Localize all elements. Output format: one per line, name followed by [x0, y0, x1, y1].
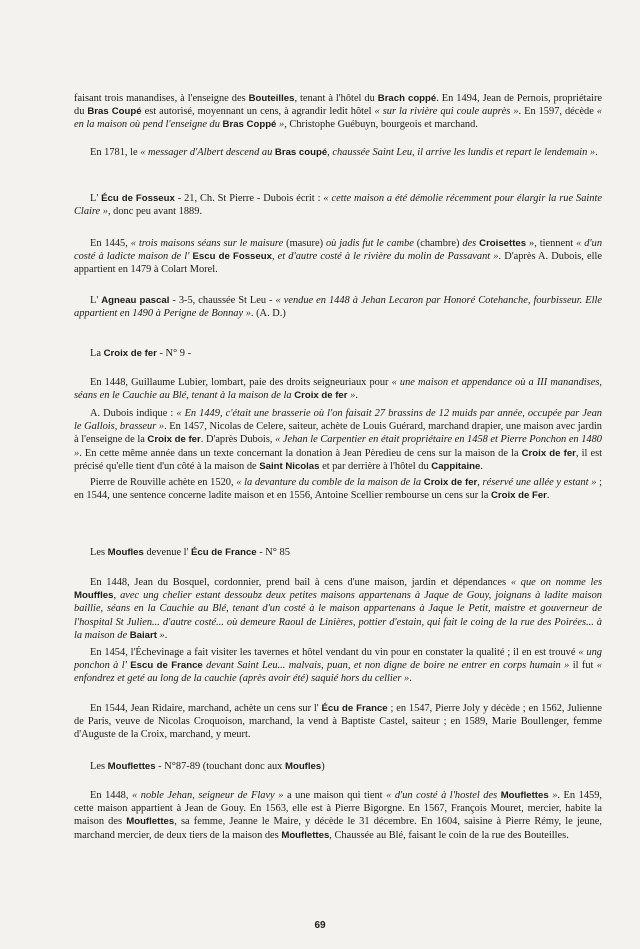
quotation-text: « cette maison a été démolie récemment pour élargir la rue Sainte Claire » [74, 193, 602, 218]
quotation-text: , chaussée Saint Leu, il arrive les lundis et repart le lendemain » [327, 147, 596, 158]
emphasized-name: Brach coppé [377, 93, 437, 104]
paragraph [74, 347, 602, 360]
quotation-text: , et d'autre costé à le rivière du molin de Passavant » [271, 251, 499, 263]
text-run: , donc peu avant 1889. [107, 206, 203, 218]
page-number: 69 [314, 920, 326, 931]
emphasized-name: Mouffles [74, 590, 114, 602]
text-run: faisant trois manandises, à l'enseigne des [74, 93, 249, 104]
text-run: - N°87-89 (touchant donc aux [155, 761, 285, 772]
emphasized-name: Mouflettes [500, 790, 549, 801]
text-run: , tenant à l'hôtel du [294, 93, 378, 104]
paragraph [74, 407, 602, 473]
text-run: La [90, 348, 104, 359]
text-run: . En 1597, décède [518, 106, 597, 118]
text-run: . [595, 147, 598, 158]
emphasized-name: Saint Nicolas [259, 460, 320, 472]
paragraph [74, 146, 602, 159]
quotation-text: où jadis fut le cambe [325, 238, 414, 249]
emphasized-name: Mouflettes [126, 816, 175, 828]
text-run: En 1781, le [90, 147, 141, 158]
text-run: . [355, 390, 358, 402]
quotation-text: « une maison et appendance où a III manandises, séans en le Cauchie au Blé, tenant à la maison de la [74, 377, 602, 402]
text-run: . En 1494, Jean de Pernois, propriétaire du [74, 93, 603, 118]
paragraph [74, 237, 602, 277]
paragraph [74, 760, 602, 773]
text-run: En 1454, l'Échevinage a fait visiter les tavernes et hôtel vendant du vin pour en constater la qualité ; il en est trouvé [90, 647, 579, 658]
text-run: Pierre de Rouville achète en 1520, [90, 477, 237, 488]
text-run: . [480, 460, 483, 472]
text-run: . [409, 673, 412, 685]
text-run: . En 1459, cette maison appartient à Jean de Gouy. En 1563, elle est à Pierre Bigorgne. En 1567, François Mouret, mercier, habite la maison des [74, 790, 603, 828]
quotation-text: « d'un costé à ladicte maison de l' [74, 238, 603, 263]
quotation-text: des [462, 238, 480, 249]
quotation-text: « enfondrez et geté au long de la cauchie (après avoir été) saquié hors du cellier » [74, 660, 602, 685]
text-run: , sa femme, Jeanne le Maire, y décède le 31 décembre. En 1604, saisine à Pierre Rémy, le jeune, marchand mercier, de deux tiers de la maison des [74, 816, 603, 841]
text-run: . [546, 490, 550, 502]
quotation-text: « Jehan le Carpentier en était propriétaire en 1458 et Pierre Ponchon en 1480 » [74, 434, 603, 459]
emphasized-name: Écu de Fosseux [101, 193, 175, 204]
paragraph [74, 646, 602, 686]
emphasized-name: Croix de fer [423, 477, 478, 488]
text-run: . [164, 629, 168, 641]
paragraph [74, 92, 602, 132]
quotation-text: « vendue en 1448 à Jehan Lecaron par Honoré Cotehanche, fourbisseur. Elle appartient en 1490 à Perigne de Bonnay » [74, 295, 602, 320]
paragraph [74, 789, 602, 842]
emphasized-name: Bras Coupé [87, 106, 142, 118]
emphasized-name: Écu de France [191, 547, 257, 558]
text-run: . En cette même année dans un texte concernant la donation à Jean Pèredieu de cens sur la maison de la [79, 447, 522, 459]
text-run: En 1445, [90, 238, 131, 249]
text-run: , Christophe Guébuyn, bourgeois et marchand. [284, 119, 478, 131]
emphasized-name: Baiart [129, 629, 157, 641]
emphasized-name: Cappitaine [431, 460, 481, 472]
emphasized-name: Bras Coppé [222, 119, 277, 131]
quotation-text: « sur la rivière qui coule auprès » [374, 106, 519, 118]
text-run: - N° 9 - [156, 348, 192, 359]
quotation-text: » [548, 790, 558, 801]
emphasized-name: Croix de fer [147, 434, 201, 446]
text-run: a une maison qui tient [283, 790, 387, 801]
emphasized-name: Croix de fer [294, 390, 348, 402]
paragraph [74, 702, 602, 742]
emphasized-name: Croisettes [479, 238, 527, 249]
text-run: Les [90, 761, 108, 772]
quotation-text: « trois maisons séans sur le maisure [130, 238, 284, 249]
text-run: L' [90, 295, 102, 306]
quotation-text: « en la maison où pend l'enseigne du [74, 106, 602, 131]
paragraph [74, 376, 602, 402]
text-run: A. Dubois indique : [90, 408, 177, 419]
text-run: En 1448, [90, 790, 133, 801]
text-run: et par derrière à l'hôtel du [319, 460, 432, 472]
quotation-text: , réservé une allée y estant » [477, 477, 597, 488]
paragraph [74, 576, 602, 642]
paragraph [74, 476, 602, 502]
emphasized-name: Écu de France [321, 703, 388, 714]
text-run: . D'après A. Dubois, elle appartient en 1479 à Colart Morel. [74, 251, 603, 276]
quotation-text: « noble Jehan, seigneur de Flavy » [132, 790, 284, 801]
emphasized-name: Bouteilles [248, 93, 295, 104]
text-run: - 21, Ch. St Pierre - Dubois écrit : [174, 193, 324, 204]
quotation-text: « ung ponchon à l' [74, 647, 602, 672]
paragraph [74, 192, 602, 218]
emphasized-name: Mouflettes [281, 829, 330, 841]
paragraph [74, 294, 602, 320]
text-run: devenue l' [143, 547, 192, 558]
text-run: » [526, 238, 535, 249]
text-run: . En 1457, Nicolas de Celere, saiteur, achète de Louis Guérard, marchand drapier, une maison avec jardin à l'enseigne de la [74, 421, 602, 446]
text-run: - N° 85 [256, 547, 290, 558]
text-run: il fut [569, 660, 597, 672]
quotation-text: » [156, 629, 165, 641]
emphasized-name: Croix de fer [103, 348, 157, 359]
text-run: ; en 1547, Pierre Joly y décède ; en 1562, Julienne de Paris, veuve de Nicolas Croquoison, marchand, la vend à Baptiste Castel, saiteur ; en 1589, Marie Boullenger, femme d'Auguste de la Croix, marchand, y meurt. [74, 703, 602, 741]
quotation-text: » [276, 119, 285, 131]
quotation-text: « En 1449, c'était une brasserie où l'on faisait 27 brassins de 12 muids par année, occupée par Jean le Gallois, brasseur » [74, 408, 602, 433]
quotation-text: « d'un costé à l'hostel des [386, 790, 501, 801]
quotation-text: « la devanture du comble de la maison de la [236, 477, 424, 488]
text-run: est autorisé, moyennant un cens, à agrandir ledit hôtel [141, 106, 375, 118]
text-run: , tiennent [534, 238, 577, 249]
emphasized-name: Moufles [284, 761, 322, 772]
text-run: En 1448, Guillaume Lubier, lombart, paie des droits seigneuriaux pour [90, 377, 392, 388]
text-run: , Chaussée au Blé, faisant le coin de la rue des Bouteilles. [329, 829, 569, 841]
paragraph [74, 546, 602, 559]
text-run: En 1544, Jean Ridaire, marchand, achète un cens sur l' [90, 703, 322, 714]
text-run: ) [321, 761, 325, 772]
quotation-text: « messager d'Albert descend au [140, 147, 275, 158]
text-run: , il est précisé qu'elle tient d'un côté à la maison de [74, 447, 603, 472]
emphasized-name: Mouflettes [107, 761, 156, 772]
text-run: ; en 1544, une sentence concerne ladite maison et en 1556, Antoine Scellier rembourse un cens sur la [74, 477, 602, 502]
quotation-text: » [347, 390, 356, 402]
text-run: Les [90, 547, 108, 558]
text-run: (chambre) [413, 238, 463, 249]
text-run: . (A. D.) [250, 308, 286, 320]
emphasized-name: Croix de fer [521, 447, 576, 459]
emphasized-name: Croix de Fer [490, 490, 547, 502]
text-run: - 3-5, chaussée St Leu - [169, 295, 276, 306]
emphasized-name: Bras coupé [274, 147, 328, 158]
emphasized-name: Moufles [107, 547, 144, 558]
text-run: (masure) [283, 238, 326, 249]
quotation-text: , avec ung chelier estant dessoubz deux petites maisons appartenans à Jaque de Gouy, joignans à ladite maison baillie, séans en la Cauchie au Blé, tenant d'un costé à le maison appartenans à Jaque le Petit, maistre et gouverneur de l'hospital St Julien... d'autre costé... où demeure Raoul de Linières, pottier d'estain, qui fait le coing de la rue des Poirées... à la maison de [74, 590, 602, 641]
text-run: . D'après Dubois, [200, 434, 276, 446]
emphasized-name: Agneau pascal [101, 295, 170, 306]
quotation-text: devant Saint Leu... malvais, puan, et non digne de boire ne entrer en corps humain » [202, 660, 570, 672]
quotation-text: « que on nomme les [510, 577, 602, 588]
emphasized-name: Escu de Fosseux [192, 251, 272, 263]
text-run: En 1448, Jean du Bosquel, cordonnier, prend bail à cens d'une maison, jardin et dépendances [90, 577, 511, 588]
text-run: L' [90, 193, 102, 204]
emphasized-name: Escu de France [130, 660, 203, 672]
